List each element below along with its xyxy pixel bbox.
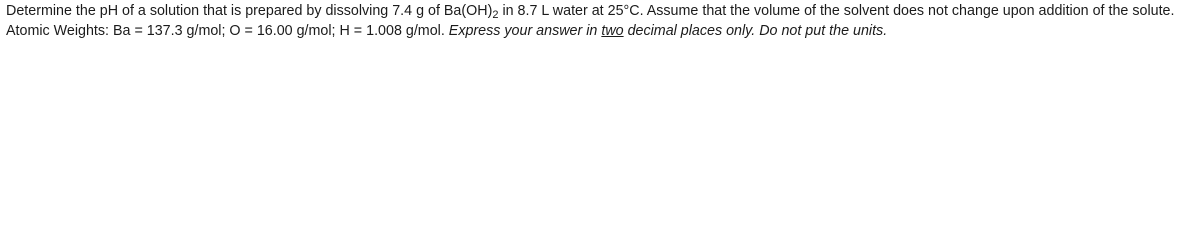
instruction-emphasis: two: [601, 23, 624, 39]
instruction-pre: Express your answer in: [448, 23, 602, 39]
question-part-2: in 8.7 L water at 25°C. Assume that the volume of the solvent does not change upon addition of the solute. Atomic Weights: Ba = 137.3 g/mol; O = 16.00 g/mol; H = 1.008 g/mol.: [6, 3, 1175, 39]
question-part-1: Determine the pH of a solution that is prepared by dissolving 7.4 g of Ba(OH): [6, 3, 493, 19]
question-text: [6, 1, 1196, 41]
instruction-post: decimal places only. Do not put the units.: [623, 23, 888, 39]
answer-instruction: [449, 23, 887, 39]
formula-subscript: 2: [492, 9, 499, 21]
